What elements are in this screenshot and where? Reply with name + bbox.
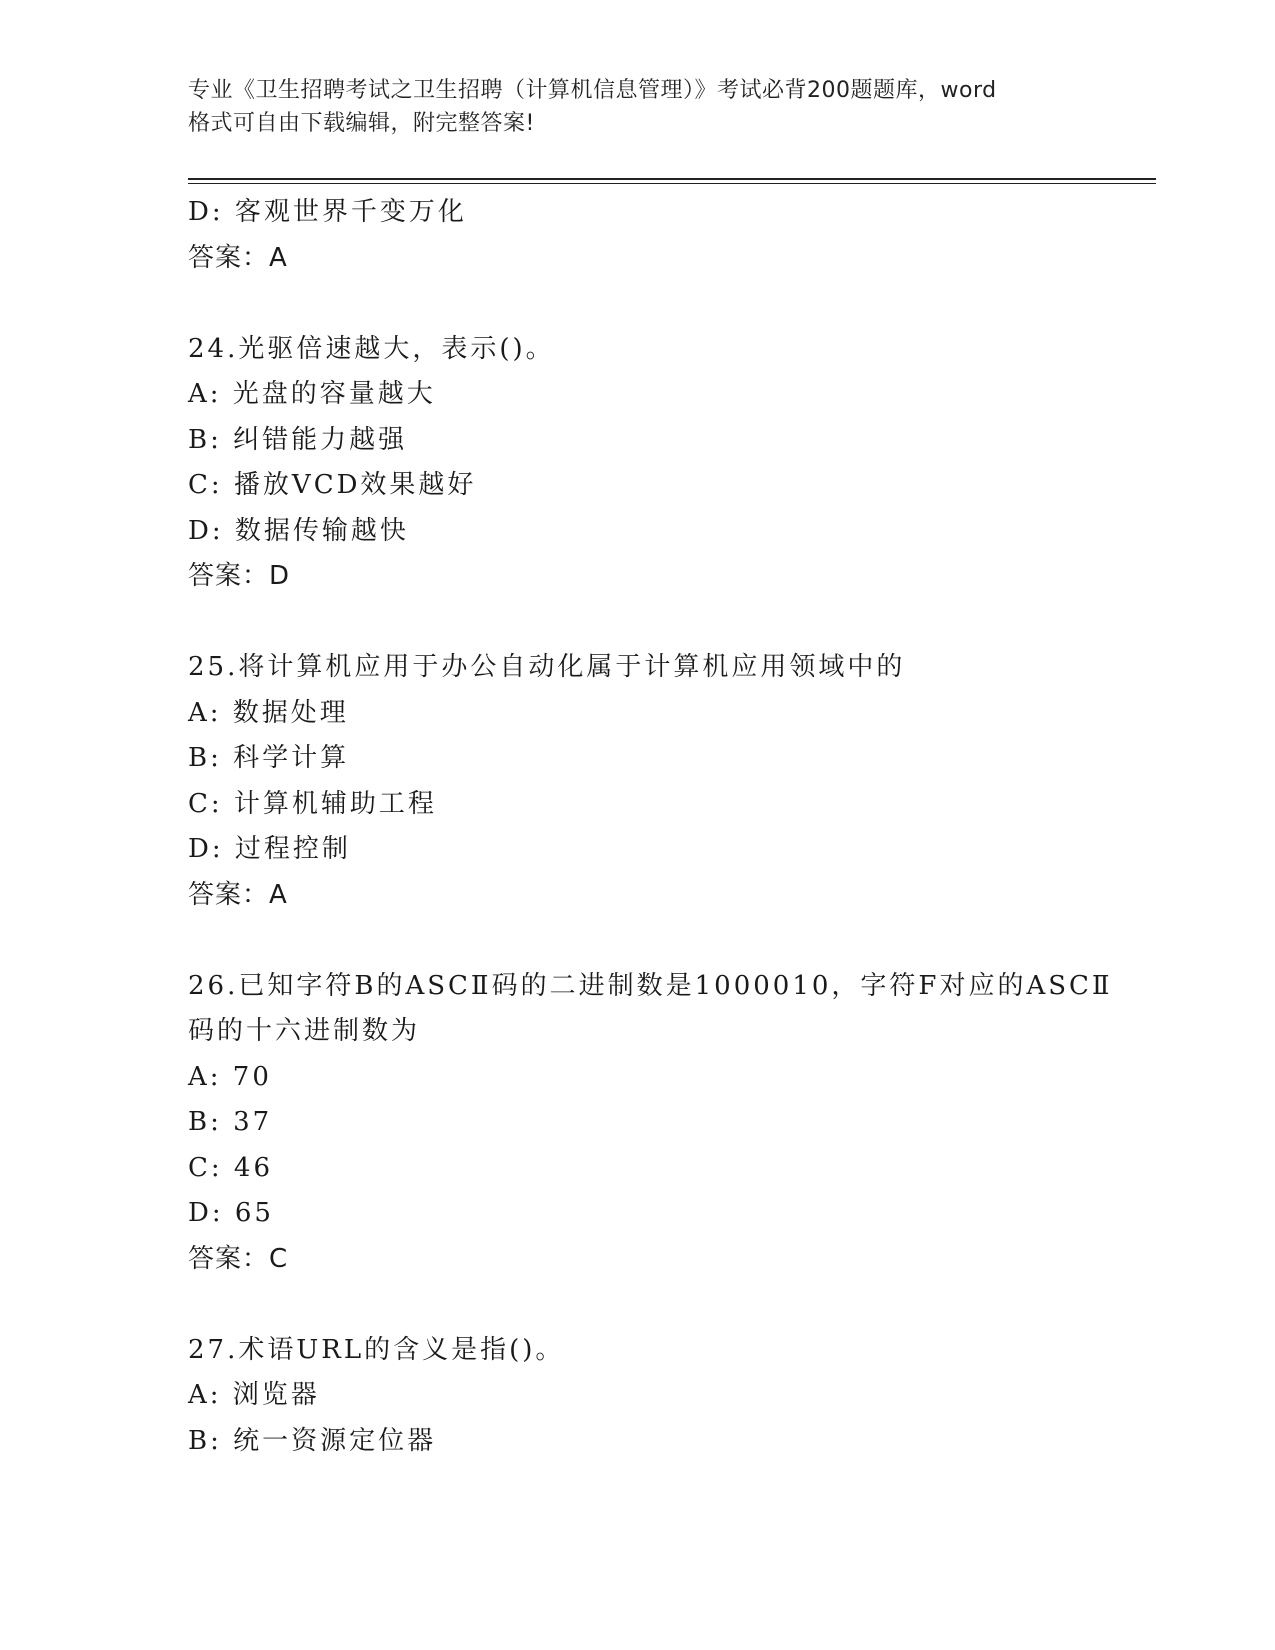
header-line-1: 专业《卫生招聘考试之卫生招聘（计算机信息管理）》考试必背200题题库，word <box>188 78 997 103</box>
answer-line <box>188 236 1108 282</box>
question-stem-line-2: 码的十六进制数为 <box>188 1016 421 1046</box>
question-stem-line-1: 26.已知字符B的ASCⅡ码的二进制数是1000010，字符F对应的ASCⅡ <box>188 970 1113 1001</box>
option-d: D: 过程控制 <box>188 834 351 864</box>
question-list <box>188 190 1113 1464</box>
question-stem: 27.术语URL的含义是指()。 <box>188 1334 565 1365</box>
document-header <box>188 74 1088 140</box>
question-27 <box>188 1328 1108 1465</box>
header-line-2: 格式可自由下载编辑，附完整答案! <box>188 111 535 136</box>
answer-line <box>188 1237 1108 1283</box>
question-24 <box>188 327 1108 600</box>
answer-line <box>188 554 1108 600</box>
question-25 <box>188 645 1108 918</box>
option-c: C: 46 <box>188 1152 274 1183</box>
option-d: D: 数据传输越快 <box>188 515 409 546</box>
option-d: D: 客观世界千变万化 <box>188 197 467 227</box>
option-b: B: 统一资源定位器 <box>188 1425 437 1456</box>
answer-prefix: 答案： <box>188 879 270 910</box>
question-stem: 24.光驱倍速越大，表示()。 <box>188 333 555 364</box>
option-b: B: 纠错能力越强 <box>188 424 408 455</box>
answer-value: A <box>269 879 288 910</box>
option-a: A: 光盘的容量越大 <box>188 379 436 409</box>
option-c: C: 播放VCD效果越好 <box>188 470 477 500</box>
option-b: B: 37 <box>188 1107 273 1137</box>
option-a: A: 浏览器 <box>188 1380 320 1410</box>
answer-value: A <box>269 242 288 273</box>
header-divider-thick <box>188 178 1156 180</box>
question-26 <box>188 964 1113 1283</box>
answer-prefix: 答案： <box>188 1243 270 1274</box>
header-divider-thin <box>188 183 1156 184</box>
option-b: B: 科学计算 <box>188 743 350 773</box>
option-c: C: 计算机辅助工程 <box>188 788 437 819</box>
option-a: A: 数据处理 <box>188 697 349 728</box>
question-stem: 25.将计算机应用于办公自动化属于计算机应用领域中的 <box>188 652 906 682</box>
option-d: D: 65 <box>188 1198 274 1228</box>
answer-prefix: 答案： <box>188 242 270 273</box>
answer-prefix: 答案： <box>188 561 270 591</box>
option-a: A: 70 <box>188 1061 272 1092</box>
answer-value: C <box>269 1243 289 1274</box>
answer-line <box>188 873 1108 919</box>
answer-value: D <box>269 561 291 591</box>
